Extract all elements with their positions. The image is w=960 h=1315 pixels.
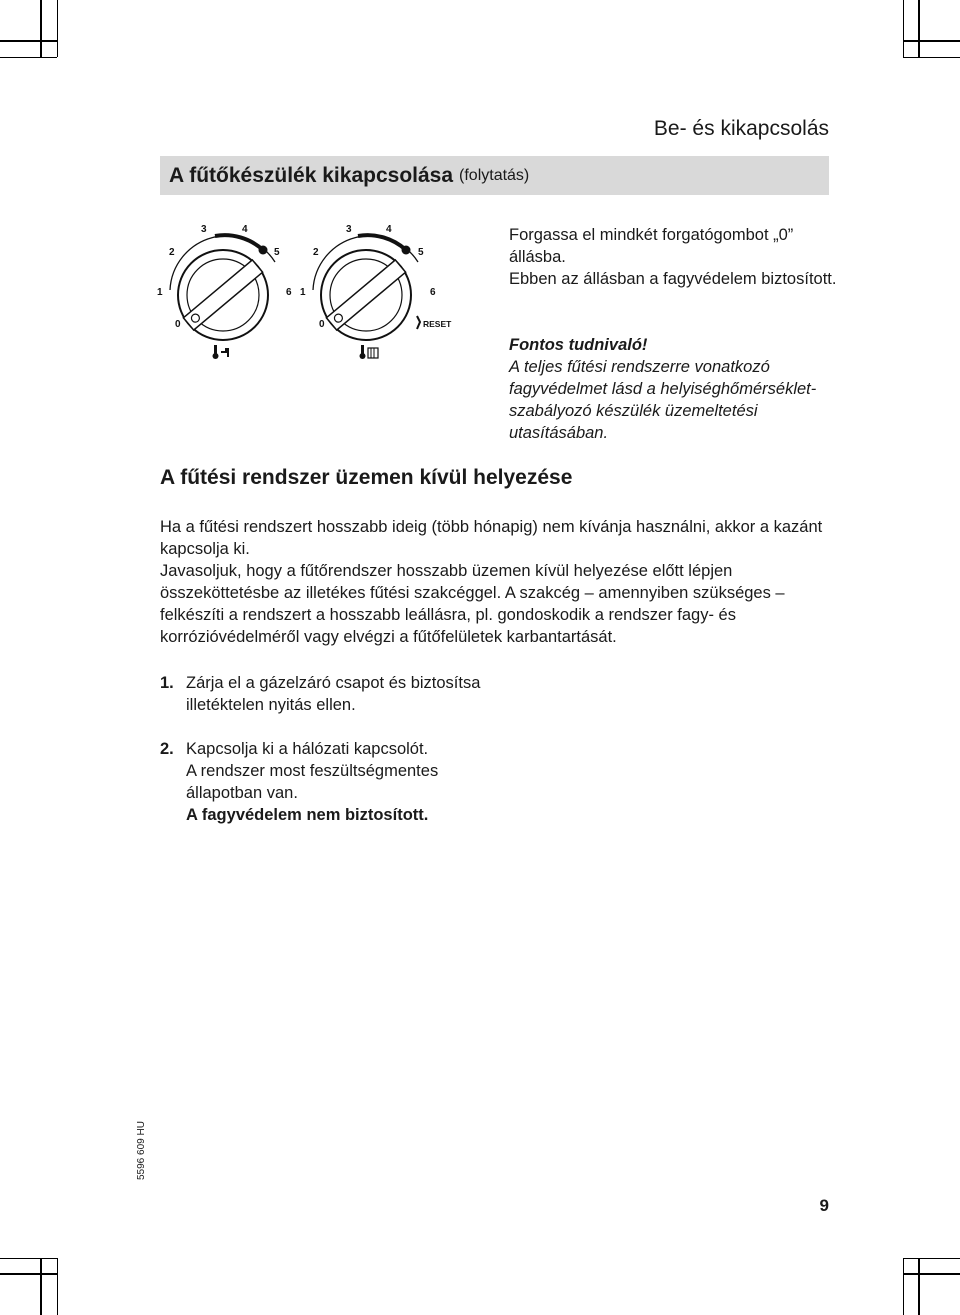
dial-right-num-3: 3 [346,224,352,235]
dial-right-num-1: 1 [300,287,306,298]
important-text: A teljes fűtési rendszerre vonatkozó fagyvédelmet lásd a helyiséghőmérséklet-szabályozó készülék üzemeltetési utasításában. [509,358,817,442]
page-number: 9 [819,1196,829,1215]
dial-left-num-2: 2 [169,247,175,258]
reset-pin-icon [417,316,420,329]
step-2 [160,738,490,826]
dial-left-num-5: 5 [274,247,280,258]
section2-title: A fűtési rendszer üzemen kívül helyezése [160,466,573,489]
section2-paragraph-1: Ha a fűtési rendszert hosszabb ideig (több hónapig) nem kívánja használni, akkor a kazánt kapcsolja ki. [160,518,823,558]
dial-right [300,224,452,359]
dial-right-num-6: 6 [430,287,436,298]
doc-number: 5596 609 HU [136,1121,147,1180]
dial-left-num-1: 1 [157,287,163,298]
step-2-text: Kapcsolja ki a hálózati kapcsolót. [186,740,429,758]
step-1-text: Zárja el a gázelzáró csapot és biztosítsa illetéktelen nyitás ellen. [186,674,481,714]
frost-note: Ebben az állásban a fagyvédelem biztosított. [509,270,837,288]
knobs-figure [150,215,460,365]
instruction-text: Forgassa el mindkét forgatógombot „0” állásba. [509,226,794,266]
dial-right-num-5: 5 [418,247,424,258]
section-header [160,156,829,195]
dial-right-num-2: 2 [313,247,319,258]
section-title: A fűtőkészülék kikapcsolása [169,163,454,187]
step-1 [160,672,490,716]
step-2-text-2: A rendszer most feszültségmentes állapotban van. [186,762,439,802]
dial-right-num-4: 4 [386,224,392,235]
thermometer-radiator-icon [360,345,379,359]
step-1-number: 1. [160,674,174,692]
dial-left [157,224,292,359]
reset-label: RESET [423,319,452,329]
step-2-number: 2. [160,740,174,758]
dial-left-num-0: 0 [175,319,181,330]
dial-right-num-0: 0 [319,319,325,330]
step-2-warning: A fagyvédelem nem biztosított. [186,806,429,824]
dial-left-num-6: 6 [286,287,292,298]
section-suffix: (folytatás) [459,166,530,184]
important-label: Fontos tudnivaló! [509,336,648,354]
dial-left-num-4: 4 [242,224,248,235]
section2-paragraph-2: Javasoljuk, hogy a fűtőrendszer hosszabb üzemen kívül helyezése előtt lépjen összeköttetésbe az illetékes fűtési szakcéggel. A szakcég – amennyiben szükséges – felkészíti a rendszert a hosszabb leállásra, pl. gondoskodik a rendszer fagy- és korrózióvédelméről vagy elvégzi a fűtőfelületek karbantartását. [160,562,785,646]
dial-left-num-3: 3 [201,224,207,235]
thermometer-tap-icon [213,345,230,359]
chapter-title: Be- és kikapcsolás [653,117,829,140]
